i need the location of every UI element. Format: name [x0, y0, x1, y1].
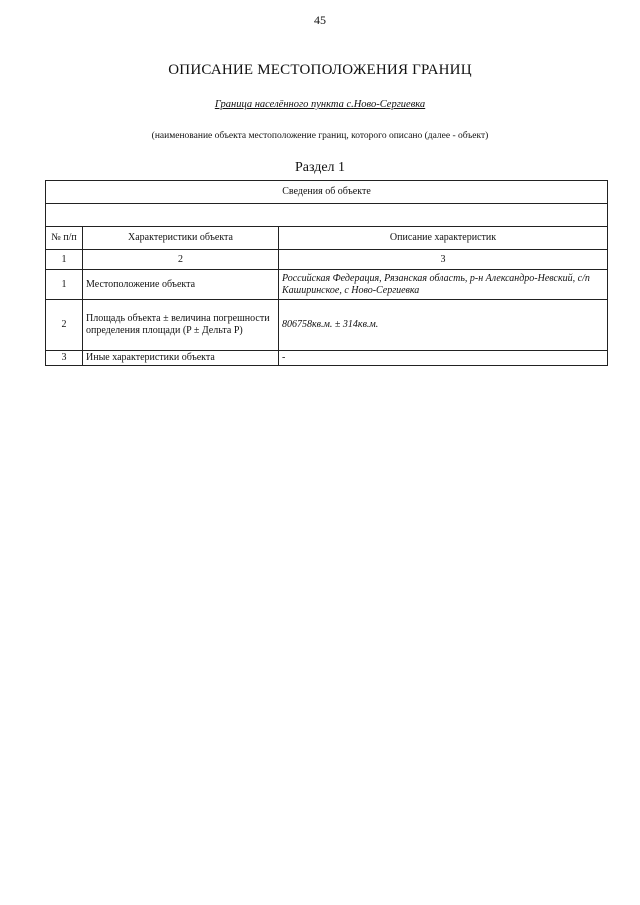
- column-number-row: [46, 250, 608, 270]
- row-number: 1: [46, 270, 83, 300]
- table-row: [46, 270, 608, 300]
- row-characteristic: Площадь объекта ± величина погрешности определения площади (P ± Дельта P): [83, 300, 279, 351]
- table-row: [46, 300, 608, 351]
- table-header-row: [46, 227, 608, 250]
- column-number: 2: [83, 250, 279, 270]
- object-info-table: [45, 180, 608, 366]
- table-caption: Сведения об объекте: [46, 181, 608, 204]
- object-name: [0, 99, 640, 110]
- table-empty-row: [46, 204, 608, 227]
- row-characteristic: Иные характеристики объекта: [83, 351, 279, 366]
- row-description: Российская Федерация, Рязанская область, р-н Александро-Невский, с/п Каширинское, с Ново-Сергиевка: [279, 270, 608, 300]
- row-number: 2: [46, 300, 83, 351]
- column-header: Описание характеристик: [279, 227, 608, 250]
- table-row: [46, 351, 608, 366]
- column-number: 3: [279, 250, 608, 270]
- column-number: 1: [46, 250, 83, 270]
- row-description: -: [279, 351, 608, 366]
- row-description: 806758кв.м. ± 314кв.м.: [279, 300, 608, 351]
- column-header: № п/п: [46, 227, 83, 250]
- object-name-text: Граница населённого пункта с.Ново-Сергиевка: [214, 99, 426, 110]
- column-header: Характеристики объекта: [83, 227, 279, 250]
- object-caption: (наименование объекта местоположение границ, которого описано (далее - объект): [151, 131, 489, 141]
- row-characteristic: Местоположение объекта: [83, 270, 279, 300]
- section-title: Раздел 1: [294, 160, 346, 175]
- page-number: 45: [314, 13, 326, 27]
- row-number: 3: [46, 351, 83, 366]
- document-title: ОПИСАНИЕ МЕСТОПОЛОЖЕНИЯ ГРАНИЦ: [168, 62, 472, 78]
